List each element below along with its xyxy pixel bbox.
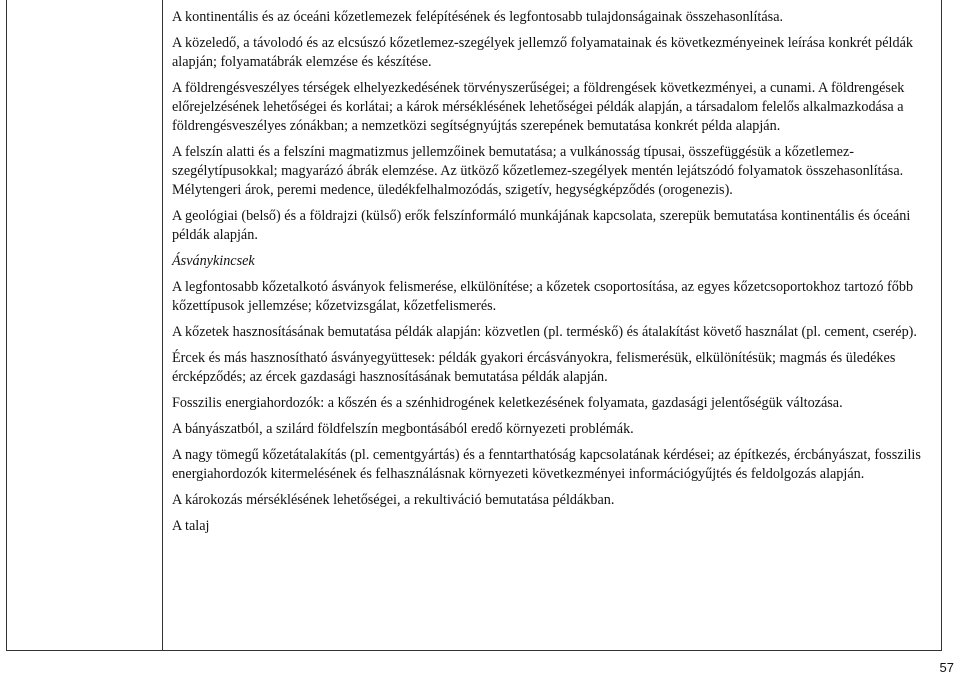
paragraph-ores: Ércek és más hasznosítható ásványegyüttesek: példák gyakori ércásványokra, felismerésük, elkülönítésük; magmás és üledékes ércképződés; az ércek gazdasági hasznosításának bemutatása példák alapján.: [172, 350, 896, 385]
paragraph-soil: A talaj: [172, 518, 210, 534]
paragraph-fossil-fuels: Fosszilis energiahordozók: a kőszén és a szénhidrogének keletkezésének folyamata, gazdasági jelentőségük változása.: [172, 395, 843, 411]
table-left-column: [6, 0, 163, 650]
paragraph-earthquakes: A földrengésveszélyes térségek elhelyezkedésének törvényszerűségei; a földrengések következményei, a cunami. A földrengések előrejelzésének lehetőségei és korlátai; a károk mérséklésének lehetőségei példák alapján, a társadalom felelős alkalmazkodása a földrengésveszélyes zónákban; a nemzetközi segítségnyújtás szerepének bemutatása konkrét példa alapján.: [172, 80, 905, 134]
section-heading-minerals: Ásványkincsek: [172, 253, 255, 269]
paragraph-sustainability: A nagy tömegű kőzetátalakítás (pl. cementgyártás) és a fenntarthatóság kapcsolatának kérdései; az építkezés, ércbányászat, fosszilis energiahordozók kitermelésének és felhasználásnak környezeti következményei információgyűjtés és feldolgozás alapján.: [172, 447, 921, 482]
paragraph-geological-forces: A geológiai (belső) és a földrajzi (külső) erők felszínformáló munkájának kapcsolata, szerepük bemutatása kontinentális és óceáni példák alapján.: [172, 208, 911, 243]
paragraph-magmatism: A felszín alatti és a felszíni magmatizmus jellemzőinek bemutatása; a vulkánosság típusai, összefüggésük a kőzetlemez-szegélytípusokkal; magyarázó ábrák elemzése. Az ütköző kőzetlemez-szegélyek mentén lejátszódó folyamatok összehasonlítása. Mélytengeri árok, peremi medence, üledékfelhalmozódás, szigetív, hegységképződés (orogenezis).: [172, 144, 904, 198]
paragraph-rock-forming-minerals: A legfontosabb kőzetalkotó ásványok felismerése, elkülönítése; a kőzetek csoportosítása, az egyes kőzetcsoportokhoz tartozó főbb kőzettípusok jellemzése; kőzetvizsgálat, kőzetfelismerés.: [172, 279, 914, 314]
page-number: 57: [939, 660, 954, 675]
table-content-cell: [172, 8, 934, 543]
paragraph-recultivation: A károkozás mérséklésének lehetőségei, a rekultiváció bemutatása példákban.: [172, 492, 615, 508]
paragraph-mining-problems: A bányászatból, a szilárd földfelszín megbontásából eredő környezeti problémák.: [172, 421, 634, 437]
paragraph-plate-boundaries: A közeledő, a távolodó és az elcsúszó kőzetlemez-szegélyek jellemző folyamatainak és következményeinek leírása konkrét példák alapján; folyamatábrák elemzése és készítése.: [172, 35, 913, 70]
paragraph-rock-utilization: A kőzetek hasznosításának bemutatása példák alapján: közvetlen (pl. terméskő) és átalakítást követő használat (pl. cement, cserép).: [172, 324, 917, 340]
paragraph-plate-comparison: A kontinentális és az óceáni kőzetlemezek felépítésének és legfontosabb tulajdonságainak összehasonlítása.: [172, 9, 784, 25]
